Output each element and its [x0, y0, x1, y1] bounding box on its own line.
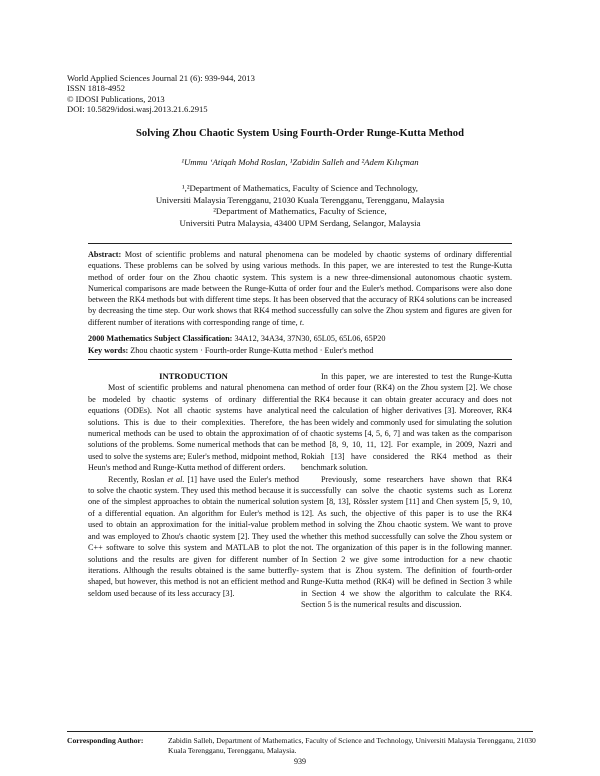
abstract-top-rule	[88, 243, 512, 244]
paper-title: Solving Zhou Chaotic System Using Fourth-Order Runge-Kutta Method	[136, 128, 464, 139]
msc-label: 2000 Mathematics Subject Classification:	[88, 334, 233, 343]
keywords	[88, 346, 512, 355]
intro-paragraph-1: Most of scientific problems and natural phenomena can be modeled by chaotic systems of ordinary differential equations (ODEs). Not all chaotic systems have analytical solutions. This is due to their complexities. Therefore, the numerical methods can be used to obtain the approximation of solutions of the problems. Some numerical methods that can be used to solve the systems are; Euler's method, midpoint method, Heun's method and Runge-Kutta method of different orders.	[88, 383, 299, 473]
journal-copyright: © IDOSI Publications, 2013	[67, 93, 165, 104]
journal-doi: DOI: 10.5829/idosi.wasj.2013.21.6.2915	[67, 104, 208, 115]
corresponding-author-label: Corresponding Author:	[67, 736, 144, 745]
abstract	[88, 249, 512, 328]
abstract-end: .	[302, 317, 305, 327]
affiliation-line: Universiti Putra Malaysia, 43400 UPM Serdang, Selangor, Malaysia	[179, 217, 421, 228]
journal-info	[67, 73, 387, 115]
right-column	[301, 371, 512, 611]
intro-paragraph-2	[88, 474, 299, 599]
intro-paragraph-4: Previously, some researchers have shown that RK4 successfully can solve the chaotic systems such as Lorenz system [8, 13], Rössler system [11] and Chen system [5, 9, 10, 12]. As such, the objective of this paper is to use the RK4 method in solving the Zhou chaotic system. We want to prove whether this method successfully can solve the Zhou system or not. The organization of this paper is in the following manner. In Section 2 we give some introduction for a new chaotic system that is Zhou system. The definition of fourth-order Runge-Kutta method (RK4) will be defined in Section 3 while in Section 4 we show the algorithm to calculate the RK4. Section 5 is the numerical results and discussion.	[301, 474, 512, 610]
keywords-label: Key words:	[88, 346, 129, 355]
paper-authors: ¹Ummu ‘Atiqah Mohd Roslan, ¹Zabidin Salleh and ²Adem Kılıçman	[181, 157, 419, 167]
page-number: 939	[294, 757, 306, 766]
intro-p2-italic: et al.	[167, 474, 185, 484]
intro-p2-text-b: [1] have used the Euler's method to solve the chaotic system. They used this method because it is one of the simplest approaches to obtain the numerical solution of a differential equation. An algorithm for Euler's method is used to obtain an approximation for the initial-value problem and was employed to Zhou's chaotic system [2]. They used the C++ software to solve this system and MATLAB to plot the solutions and the results are given for different number of iterations. Although the results obtained is the same butterfly-shaped, but however, this method is not an efficient method and seldom used because of its less accuracy [3].	[88, 474, 300, 598]
keywords-bottom-rule	[88, 359, 512, 360]
journal-issn: ISSN 1818-4952	[67, 83, 126, 94]
left-column	[88, 371, 299, 599]
affiliation-line: ¹,²Department of Mathematics, Faculty of Science and Technology,	[182, 183, 418, 193]
keywords-text: Zhou chaotic system · Fourth-order Runge-Kutta method · Euler's method	[128, 346, 374, 355]
msc-classification	[88, 334, 512, 343]
section-heading-introduction: INTRODUCTION	[159, 371, 228, 381]
footer-rule	[67, 731, 533, 732]
intro-p2-text-a: Recently, Roslan	[108, 474, 168, 484]
msc-codes: 34A12, 34A34, 37N30, 65L05, 65L06, 65P20	[232, 334, 386, 343]
journal-citation: World Applied Sciences Journal 21 (6): 939-944, 2013	[67, 73, 255, 83]
affiliation-line: ²Department of Mathematics, Faculty of Science,	[213, 206, 387, 217]
intro-paragraph-3: In this paper, we are interested to test the Runge-Kutta method of order four (RK4) on the Zhou system [2]. We chose the RK4 because it can obtain greater accuracy and does not need the calculation of higher derivatives [3]. Moreover, RK4 has been widely and commonly used for simulating the solution of chaotic systems [4, 5, 6, 7] and was taken as the comparison method [8, 9, 10, 11, 12]. For example, in 2009, Nazri and Rokiah [13] have considered the RK4 method as their benchmark solution.	[301, 372, 512, 473]
corresponding-author-text: Zabidin Salleh, Department of Mathematics, Faculty of Science and Technology, Universiti Malaysia Terengganu, 21030 Kuala Terengganu, Terengganu, Malaysia.	[168, 736, 536, 755]
affiliations	[40, 183, 560, 229]
abstract-italic-t: t	[299, 317, 303, 327]
abstract-text: Most of scientific problems and natural phenomena can be modeled by chaotic systems of ordinary differential equations. These problems can be solved by using various methods. In this paper, we are interested to test the Runge-Kutta method of order four on the Zhou chaotic system. This system is a new three-dimensional autonomous chaotic system. Numerical comparisons are made between the Runge-Kutta of order four and the Euler's method. Comparisons were also done between the RK4 methods but with different time steps. It has been observed that the accuracy of RK4 solutions can be increased by decreasing the time step. Our work shows that RK4 method successfully can solve the Zhou system and figures are given for different number of iterations with corresponding range of time,	[88, 250, 513, 327]
affiliation-line: Universiti Malaysia Terengganu, 21030 Kuala Terengganu, Terengganu, Malaysia	[155, 194, 445, 205]
abstract-label: Abstract:	[88, 250, 122, 259]
